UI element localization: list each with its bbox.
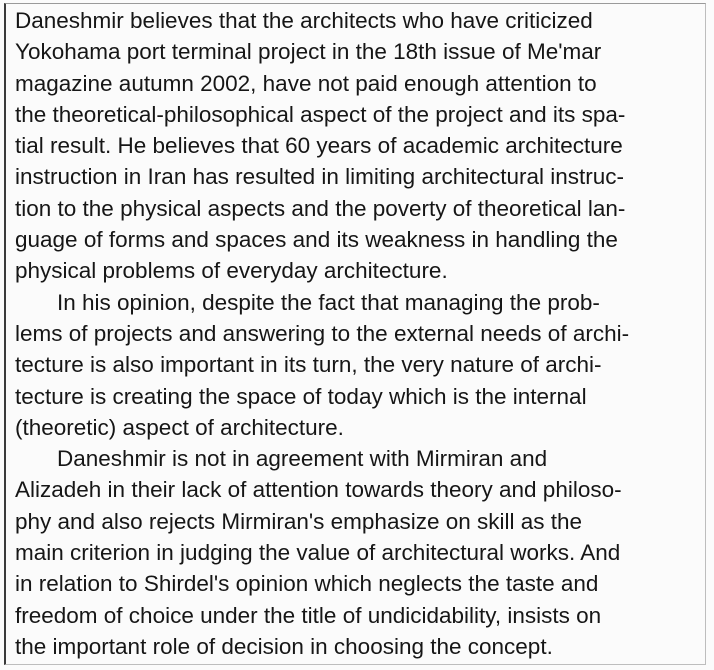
text-line: the theoretical-philosophical aspect of the project and its spa- bbox=[15, 101, 626, 127]
text-line: guage of forms and spaces and its weakness in handling the bbox=[15, 227, 618, 253]
paragraph bbox=[15, 287, 707, 443]
text-line: main criterion in judging the value of architectural works. And bbox=[15, 540, 621, 566]
text-line: (theoretic) aspect of architecture. bbox=[15, 414, 344, 440]
text-line: Yokohama port terminal project in the 18th issue of Me'mar bbox=[15, 39, 602, 65]
text-line: tecture is also important in its turn, the very nature of archi- bbox=[15, 352, 602, 378]
text-line: phy and also rejects Mirmiran's emphasize on skill as the bbox=[15, 508, 583, 534]
text-line: In his opinion, despite the fact that managing the prob- bbox=[57, 289, 600, 315]
text-line: tecture is creating the space of today which is the internal bbox=[15, 383, 587, 409]
text-line: magazine autumn 2002, have not paid enough attention to bbox=[15, 70, 597, 96]
text-line: tial result. He believes that 60 years of academic architecture bbox=[15, 133, 623, 159]
article-text bbox=[15, 5, 707, 662]
text-line: in relation to Shirdel's opinion which neglects the taste and bbox=[15, 571, 599, 597]
paragraph bbox=[15, 5, 707, 287]
paragraph bbox=[15, 443, 707, 662]
text-line: Daneshmir believes that the architects who have criticized bbox=[15, 8, 593, 33]
text-line: Alizadeh in their lack of attention towards theory and philoso- bbox=[15, 477, 622, 503]
text-line: physical problems of everyday architecture. bbox=[15, 258, 448, 284]
text-line: the important role of decision in choosing the concept. bbox=[15, 633, 553, 659]
text-line: tion to the physical aspects and the poverty of theoretical lan- bbox=[15, 195, 626, 221]
text-line: freedom of choice under the title of undicidability, insists on bbox=[15, 602, 602, 628]
text-line: lems of projects and answering to the external needs of archi- bbox=[15, 320, 630, 346]
text-line: instruction in Iran has resulted in limiting architectural instruc- bbox=[15, 164, 625, 190]
text-line: Daneshmir is not in agreement with Mirmiran and bbox=[57, 446, 548, 472]
